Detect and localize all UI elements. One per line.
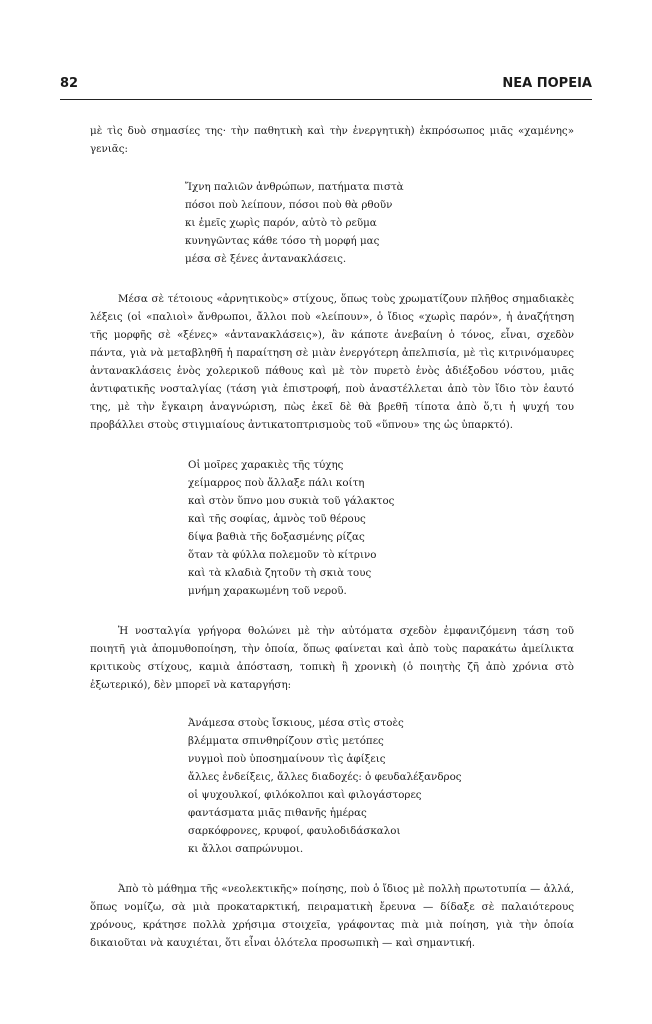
poem-line: καὶ τὰ κλαδιὰ ζητοῦν τὴ σκιὰ τους — [188, 567, 372, 579]
poem-line: νυγμοὶ ποὺ ὑποσημαίνουν τὶς ἀφίξεις — [188, 753, 386, 765]
poem-line: χείμαρρος ποὺ ἄλλαξε πάλι κοίτη — [188, 477, 365, 489]
poem-excerpt-2 — [188, 456, 574, 600]
poem-line: βλέμματα σπινθηρίζουν στὶς μετόπες — [188, 735, 384, 747]
poem-line: φαντάσματα μιᾶς πιθανῆς ἡμέρας — [188, 807, 367, 819]
poem-excerpt-3 — [188, 714, 574, 858]
poem-line: κυνηγῶντας κάθε τόσο τὴ μορφή μας — [185, 235, 380, 247]
poem-line: καὶ τῆς σοφίας, ἀμνὸς τοῦ θέρους — [188, 513, 366, 525]
header-rule — [60, 99, 592, 100]
poem-line: μέσα σὲ ξένες ἀντανακλάσεις. — [185, 253, 347, 265]
poem-line: πόσοι ποὺ λείπουν, πόσοι ποὺ θὰ ρθοῦν — [185, 199, 393, 211]
page-number: 82 — [60, 76, 79, 91]
poem-line: καὶ στὸν ὕπνο μου συκιὰ τοῦ γάλακτος — [188, 495, 395, 507]
intro-paragraph: μὲ τὶς δυὸ σημασίες της· τὴν παθητικὴ καὶ τὴν ἐνεργητικὴ) ἐκπρόσωπος μιᾶς «χαμένης» γενιᾶς: — [90, 125, 574, 155]
poem-line: Ἀνάμεσα στοὺς ἴσκιους, μέσα στὶς στοὲς — [188, 717, 404, 729]
poem-line: οἱ ψυχουλκοί, φιλόκολποι καὶ φιλογάστορες — [188, 789, 422, 801]
article-body — [90, 122, 574, 952]
poem-line: κι ἄλλοι σαπρώνυμοι. — [188, 843, 304, 855]
poem-line: δίψα βαθιὰ τῆς δοξασμένης ρίζας — [188, 531, 365, 543]
poem-excerpt-1 — [185, 178, 574, 268]
poem-line: ὅταν τὰ φύλλα πολεμοῦν τὸ κίτρινο — [188, 549, 377, 561]
poem-line: Οἱ μοῖρες χαρακιὲς τῆς τύχης — [188, 459, 344, 471]
poem-line: ἄλλες ἐνδείξεις, ἄλλες διαδοχές: ὁ φευδαλέξανδρος — [188, 771, 462, 783]
poem-line: μνήμη χαρακωμένη τοῦ νεροῦ. — [188, 585, 347, 597]
page-header — [60, 76, 592, 96]
poem-line: κι ἐμεῖς χωρὶς παρόν, αὐτὸ τὸ ρεῦμα — [185, 217, 377, 229]
poem-line: Ἴχνη παλιῶν ἀνθρώπων, πατήματα πιστὰ — [185, 181, 404, 193]
poem-line: σαρκόφρονες, κρυφοί, φαυλοδιδάσκαλοι — [188, 825, 401, 837]
journal-title: ΝΕΑ ΠΟΡΕΙΑ — [502, 76, 592, 91]
body-paragraph-3: Ἡ νοσταλγία γρήγορα θολώνει μὲ τὴν αὐτόματα σχεδὸν ἐμφανιζόμενη τάση τοῦ ποιητῆ γιὰ ἀπομυθοποίηση, τὴν ὁποία, ὅπως φαίνεται καὶ ἀπὸ τοὺς παρακάτω ἀμείλικτα κριτικοὺς στίχους, καμιὰ ἀπόσταση, τοπικὴ ἢ χρονικὴ (ὁ ποιητὴς ζῆ ἀπὸ χρόνια στὸ ἐξωτερικό), δὲν μπορεῖ νὰ καταργήση: — [90, 625, 574, 691]
body-paragraph-4: Ἀπὸ τὸ μάθημα τῆς «νεολεκτικῆς» ποίησης, ποὺ ὁ ἴδιος μὲ πολλὴ πρωτοτυπία — ἀλλά, ὅπως νομίζω, σὰ μιὰ προκαταρκτική, πειραματικὴ ἔρευνα — δίδαξε σὲ παλαιότερους χρόνους, κράτησε πολλὰ χρήσιμα στοιχεῖα, γράφοντας πιὰ μιὰ ποίηση, γιὰ τὴν ὁποία δικαιοῦται νὰ καυχιέται, ὅτι εἶναι ὁλότελα προσωπικὴ — καὶ σημαντική. — [90, 883, 574, 949]
body-paragraph-2: Μέσα σὲ τέτοιους «ἀρνητικοὺς» στίχους, ὅπως τοὺς χρωματίζουν πλῆθος σημαδιακὲς λέξεις (οἱ «παλιοὶ» ἄνθρωποι, ἄλλοι ποὺ «λείπουν», ὁ ἴδιος «χωρὶς παρόν», ἡ ἀναζήτηση τῆς μορφῆς σὲ «ξένες» «ἀντανακλάσεις»), ἂν κάποτε ἀνεβαίνη ὁ τόνος, εἶναι, σχεδὸν πάντα, γιὰ νὰ μεταβληθῆ ἡ παραίτηση σὲ μιὰν ἐνεργότερη ἀπελπισία, μὲ τὶς κιτρινόμαυρες ἀντανακλάσεις ἑνὸς χολερικοῦ πάθους καὶ μὲ τὸν πυρετὸ ἑνὸς ἀδιέξοδου νόστου, μιᾶς ἀντιφατικῆς νοσταλγίας (τάση γιὰ ἐπιστροφή, ποὺ ἀναστέλλεται ἀπὸ τὸν ἴδιο τὸν ἑαυτό της, μὲ τὴν ἔγκαιρη ἀναγνώριση, πὼς ἐκεῖ δὲ θὰ βρεθῆ τίποτα ἀπὸ ὅ,τι ἡ ψυχή του προβάλλει στοὺς στιγμιαίους ἀντικατοπτρισμοὺς τοῦ «ὕπνου» της ὡς ὑπαρκτό). — [90, 293, 574, 431]
